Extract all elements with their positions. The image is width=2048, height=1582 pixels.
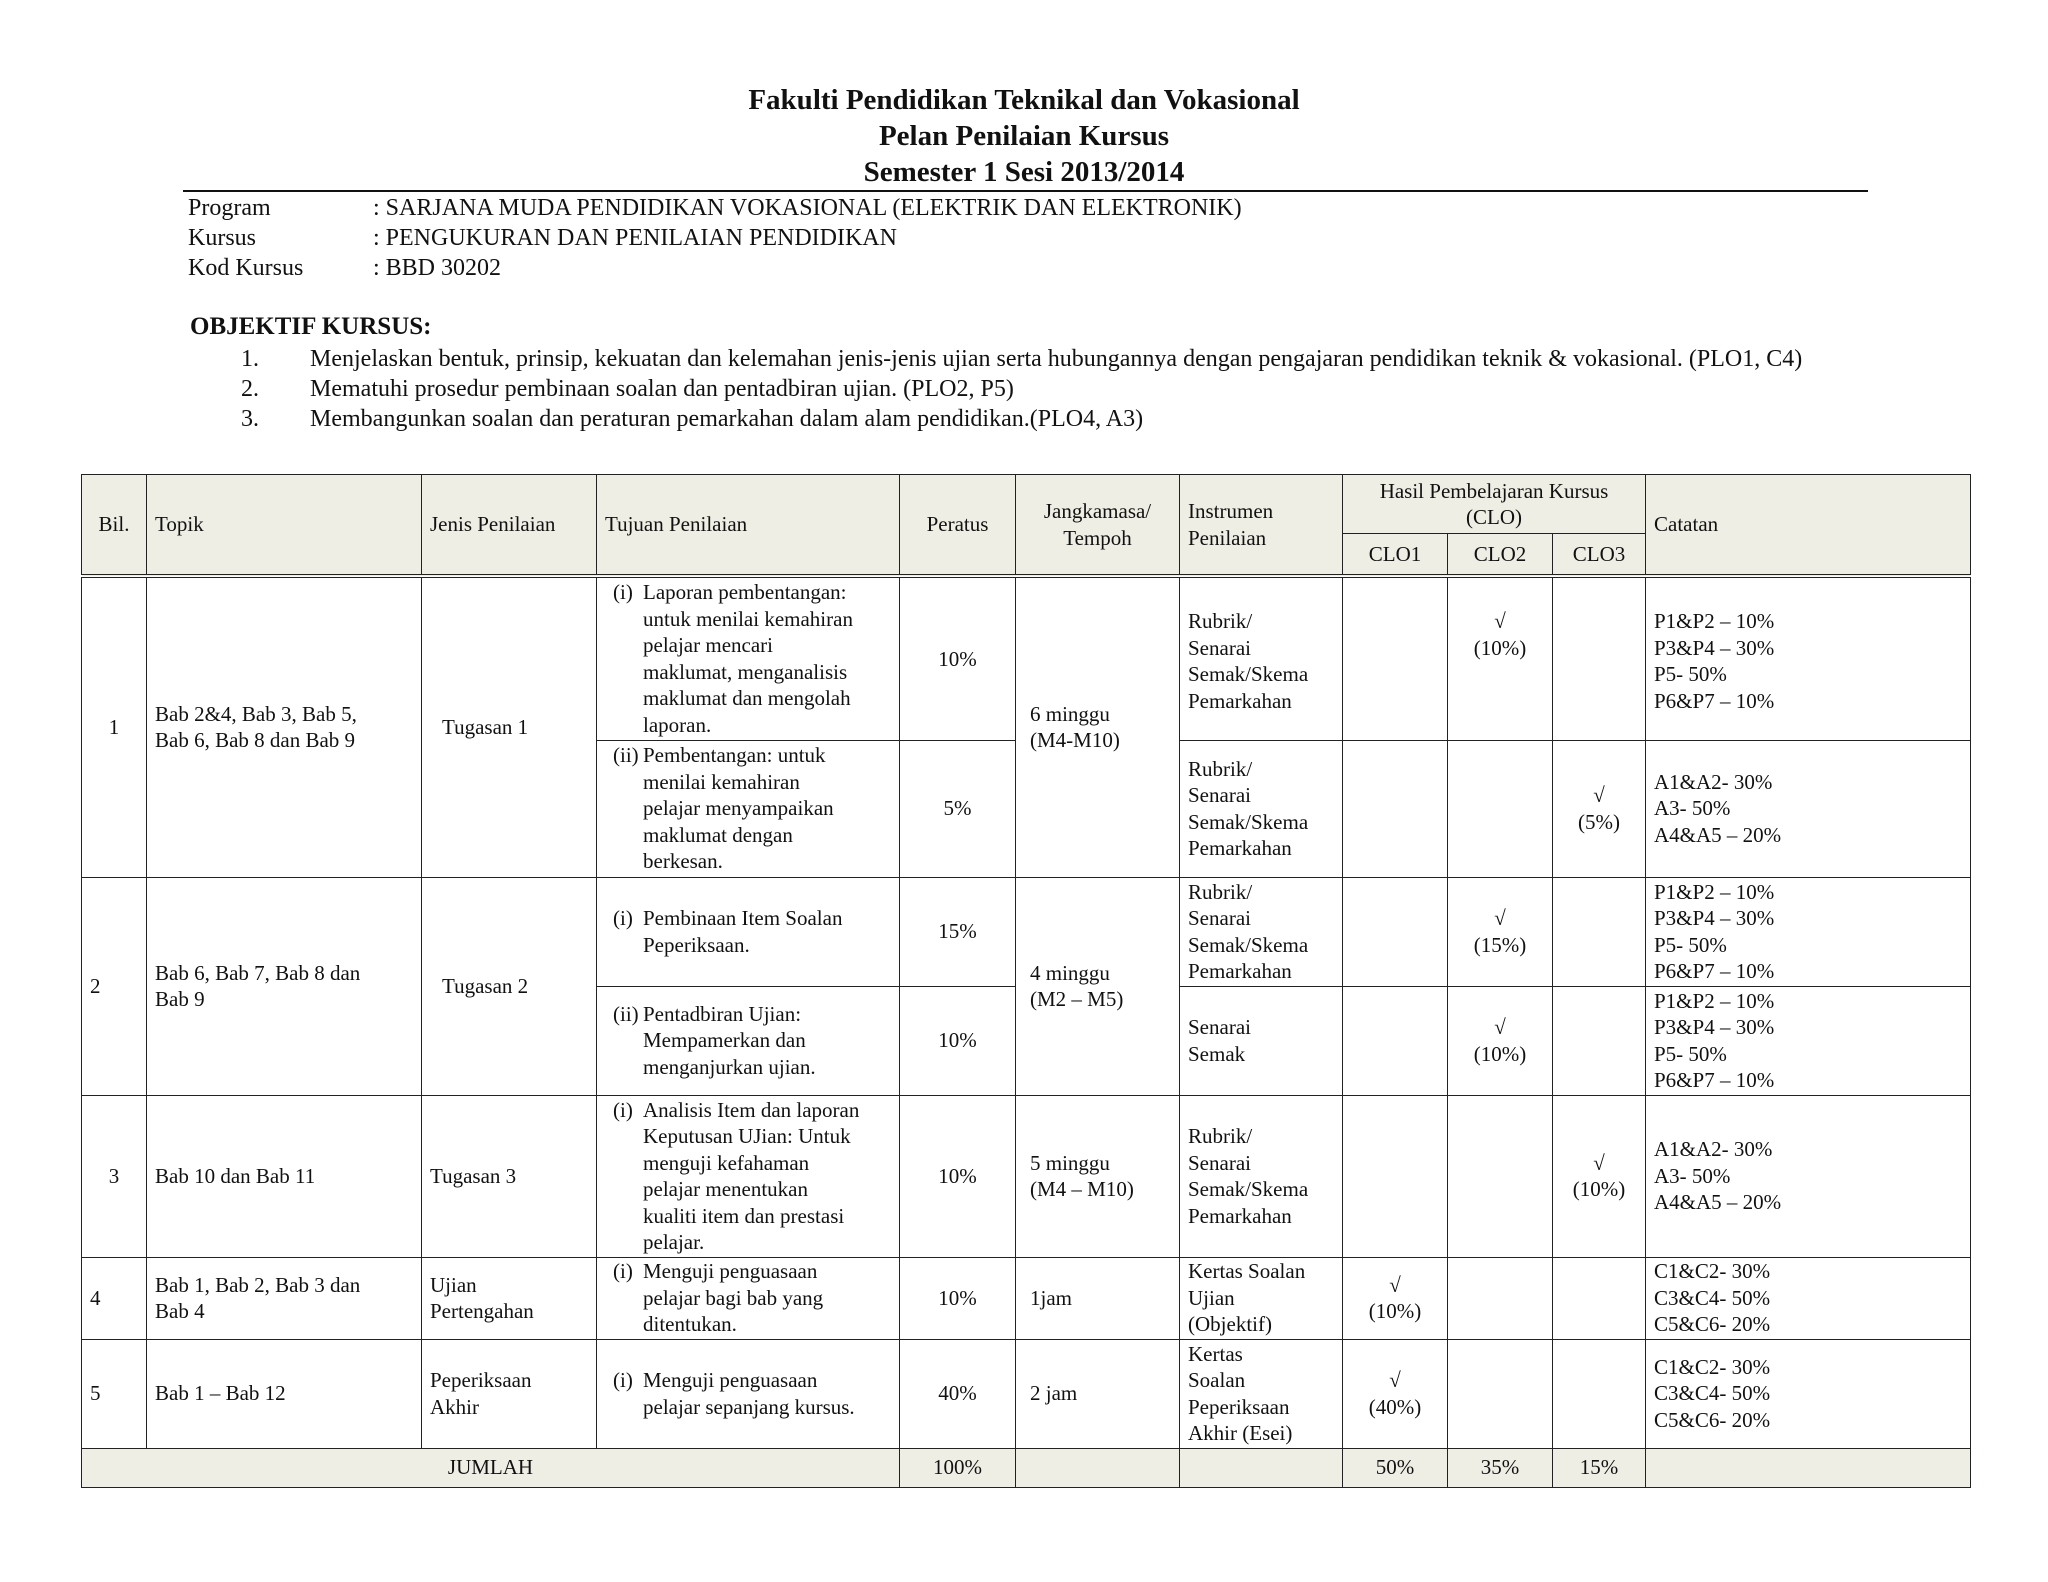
tujuan-item <box>613 1258 891 1338</box>
objective-number: 1. <box>241 346 259 372</box>
meta-label: Kursus <box>188 225 257 251</box>
table-row <box>82 1095 1971 1257</box>
tujuan-line: pelajar menentukan <box>643 1177 809 1201</box>
tujuan-numeral: (i) <box>613 1259 633 1284</box>
objective-text: Mematuhi prosedur pembinaan soalan dan pentadbiran ujian. (PLO2, P5) <box>310 376 1014 402</box>
catatan-line: P3&P4 – 30% <box>1654 906 1775 930</box>
course-objectives <box>190 312 1802 434</box>
total-catatan <box>1646 1448 1971 1487</box>
meta-program <box>188 193 1242 223</box>
cell-instrumen <box>1180 1257 1343 1339</box>
cell-jenis: Tugasan 1 <box>422 576 597 877</box>
instrumen-line: Rubrik/ <box>1188 756 1253 781</box>
table-row <box>82 877 1971 986</box>
instrumen-line: Senarai <box>1188 635 1251 660</box>
cell-catatan <box>1646 877 1971 986</box>
objective-item <box>190 344 1802 374</box>
tujuan-text <box>643 1367 855 1420</box>
tujuan-text <box>643 579 853 738</box>
title-rule <box>183 190 1868 192</box>
catatan-line: C5&C6- 20% <box>1654 1407 1771 1432</box>
cell-clo3 <box>1553 740 1646 877</box>
topik-line: Bab 9 <box>155 987 205 1011</box>
instrumen-line: Peperiksaan <box>1188 1394 1290 1419</box>
total-row <box>82 1448 1971 1487</box>
instrumen-line: Semak <box>1188 1041 1246 1066</box>
col-clo-group <box>1343 475 1646 534</box>
document-title <box>0 82 2048 190</box>
objective-text: Membangunkan soalan dan peraturan pemarkahan dalam alam pendidikan.(PLO4, A3) <box>310 406 1144 432</box>
cell-bil: 1 <box>82 576 147 877</box>
col-clo3: CLO3 <box>1553 534 1646 577</box>
tujuan-numeral: (i) <box>613 906 633 930</box>
cell-instrumen <box>1180 877 1343 986</box>
tujuan-line: Peperiksaan. <box>643 932 750 957</box>
table-row <box>82 576 1971 740</box>
cell-jenis: Tugasan 3 <box>422 1095 597 1257</box>
tujuan-line: pelajar mencari <box>643 633 773 658</box>
instrumen-line: Rubrik/ <box>1188 879 1253 904</box>
table-row <box>82 1257 1971 1339</box>
meta-value: : PENGUKURAN DAN PENILAIAN PENDIDIKAN <box>373 225 897 251</box>
instrumen-line: Pemarkahan <box>1188 959 1292 983</box>
col-jangkamasa <box>1016 475 1180 577</box>
meta-value: : SARJANA MUDA PENDIDIKAN VOKASIONAL (ELEKTRIK DAN ELEKTRONIK) <box>373 195 1242 221</box>
instrumen-line: Kertas <box>1188 1341 1243 1366</box>
cell-jenis: Tugasan 2 <box>422 877 597 1095</box>
total-jangkamasa <box>1016 1448 1180 1487</box>
instrumen-line: Soalan <box>1188 1368 1246 1392</box>
tujuan-line: menganjurkan ujian. <box>643 1054 816 1079</box>
tujuan-item <box>613 579 891 738</box>
check-mark: √ <box>1494 609 1506 633</box>
tujuan-text <box>643 742 834 875</box>
catatan-line: C1&C2- 30% <box>1654 1259 1771 1284</box>
penilaian-line: Penilaian <box>1188 525 1267 550</box>
cell-topik <box>147 1257 422 1339</box>
cell-tujuan <box>597 986 900 1095</box>
cell-tujuan <box>597 1257 900 1339</box>
tujuan-item <box>613 742 891 875</box>
instrumen-line: Senarai <box>1188 1015 1251 1039</box>
cell-peratus: 10% <box>900 986 1016 1095</box>
jangka-line: (M4-M10) <box>1030 728 1120 753</box>
semester-title: Semester 1 Sesi 2013/2014 <box>863 156 1185 188</box>
tujuan-item <box>613 1367 891 1420</box>
meta-kod-kursus <box>188 253 1242 283</box>
jangkamasa-line: Jangkamasa/ <box>1043 499 1152 523</box>
instrumen-line: (Objektif) <box>1188 1312 1272 1337</box>
tujuan-line: pelajar sepanjang kursus. <box>643 1394 855 1419</box>
cell-clo2 <box>1448 877 1553 986</box>
cell-topik: Bab 1 – Bab 12 <box>147 1339 422 1448</box>
tujuan-line: berkesan. <box>643 849 723 874</box>
catatan-line: C3&C4- 50% <box>1654 1381 1771 1406</box>
catatan-line: A3- 50% <box>1654 1163 1731 1188</box>
jenis-line: Ujian <box>430 1272 477 1297</box>
course-meta <box>188 193 1242 283</box>
instrumen-line: Pemarkahan <box>1188 1203 1292 1228</box>
catatan-line: P5- 50% <box>1654 662 1727 686</box>
cell-bil: 4 <box>82 1257 147 1339</box>
tujuan-line: Pentadbiran Ujian: <box>643 1001 802 1026</box>
tujuan-line: maklumat dan mengolah <box>643 686 851 711</box>
tujuan-line: menilai kemahiran <box>643 769 800 794</box>
instrumen-line: Rubrik/ <box>1188 1124 1253 1148</box>
catatan-line: A3- 50% <box>1654 796 1731 821</box>
topik-line: Bab 4 <box>155 1299 205 1323</box>
meta-value: : BBD 30202 <box>373 255 502 281</box>
instrumen-line: Instrumen <box>1188 499 1274 523</box>
col-tujuan-penilaian: Tujuan Penilaian <box>597 475 900 577</box>
clo-percent: (5%) <box>1578 809 1620 834</box>
instrumen-line: Pemarkahan <box>1188 836 1292 860</box>
col-peratus: Peratus <box>900 475 1016 577</box>
catatan-line: P1&P2 – 10% <box>1654 609 1775 633</box>
cell-jenis <box>422 1339 597 1448</box>
cell-clo1 <box>1343 1257 1448 1339</box>
instrumen-line: Senarai <box>1188 783 1251 807</box>
instrumen-line: Semak/Skema <box>1188 932 1309 957</box>
assessment-table <box>81 474 1971 1488</box>
tempoh-line: Tempoh <box>1063 525 1132 550</box>
cell-catatan <box>1646 1339 1971 1448</box>
topik-line: Bab 6, Bab 7, Bab 8 dan <box>155 960 361 985</box>
tujuan-line: ditentukan. <box>643 1312 737 1337</box>
col-clo1: CLO1 <box>1343 534 1448 577</box>
cell-instrumen <box>1180 740 1343 877</box>
jangka-line: (M2 – M5) <box>1030 987 1124 1011</box>
catatan-line: C1&C2- 30% <box>1654 1354 1771 1379</box>
cell-clo1 <box>1343 740 1448 877</box>
catatan-line: P1&P2 – 10% <box>1654 988 1775 1013</box>
tujuan-line: maklumat dengan <box>643 822 793 847</box>
cell-clo2 <box>1448 986 1553 1095</box>
cell-catatan <box>1646 986 1971 1095</box>
cell-clo1 <box>1343 877 1448 986</box>
jangka-line: 6 minggu <box>1030 701 1110 726</box>
cell-catatan <box>1646 1257 1971 1339</box>
objective-text: Menjelaskan bentuk, prinsip, kekuatan dan kelemahan jenis-jenis ujian serta hubungannya dengan pengajaran pendidikan teknik & vokasional. (PLO1, C4) <box>310 346 1803 372</box>
col-instrumen <box>1180 475 1343 577</box>
catatan-line: P5- 50% <box>1654 1041 1727 1066</box>
table-row <box>82 1339 1971 1448</box>
cell-clo3 <box>1553 1095 1646 1257</box>
objective-item <box>190 374 1802 404</box>
cell-jangkamasa: 1jam <box>1016 1257 1180 1339</box>
cell-tujuan <box>597 877 900 986</box>
cell-clo3 <box>1553 877 1646 986</box>
tujuan-line: Keputusan UJian: Untuk <box>643 1124 851 1148</box>
tujuan-line: Analisis Item dan laporan <box>643 1097 860 1122</box>
jenis-line: Peperiksaan <box>430 1368 532 1392</box>
instrumen-line: Ujian <box>1188 1285 1235 1310</box>
cell-instrumen <box>1180 576 1343 740</box>
cell-clo1 <box>1343 576 1448 740</box>
jangka-line: 4 minggu <box>1030 960 1110 985</box>
tujuan-line: maklumat, menganalisis <box>643 659 848 684</box>
tujuan-item <box>613 1001 891 1081</box>
tujuan-line: Pembentangan: untuk <box>643 743 826 768</box>
check-mark: √ <box>1494 906 1506 930</box>
cell-clo2 <box>1448 1339 1553 1448</box>
catatan-line: P6&P7 – 10% <box>1654 688 1775 713</box>
topik-line: Bab 1, Bab 2, Bab 3 dan <box>155 1272 361 1297</box>
cell-catatan <box>1646 740 1971 877</box>
cell-clo3 <box>1553 1257 1646 1339</box>
tujuan-line: Menguji penguasaan <box>643 1259 818 1284</box>
topik-line: Bab 2&4, Bab 3, Bab 5, <box>155 701 357 726</box>
objective-item <box>190 404 1802 434</box>
catatan-line: P3&P4 – 30% <box>1654 635 1775 660</box>
tujuan-text <box>643 905 842 958</box>
col-clo2: CLO2 <box>1448 534 1553 577</box>
tujuan-numeral: (ii) <box>613 1001 639 1026</box>
cell-clo2 <box>1448 1095 1553 1257</box>
topik-line: Bab 6, Bab 8 dan Bab 9 <box>155 728 356 753</box>
total-clo3: 15% <box>1553 1448 1646 1487</box>
cell-peratus: 40% <box>900 1339 1016 1448</box>
tujuan-item <box>613 905 891 958</box>
check-mark: √ <box>1389 1368 1401 1392</box>
catatan-line: C3&C4- 50% <box>1654 1285 1771 1310</box>
clo-group-line2: (CLO) <box>1466 505 1522 529</box>
cell-clo1 <box>1343 1095 1448 1257</box>
cell-clo2 <box>1448 740 1553 877</box>
check-mark: √ <box>1593 783 1605 807</box>
total-clo1: 50% <box>1343 1448 1448 1487</box>
jangka-line: 5 minggu <box>1030 1150 1110 1175</box>
cell-topik <box>147 877 422 1095</box>
cell-instrumen <box>1180 1339 1343 1448</box>
cell-bil: 3 <box>82 1095 147 1257</box>
tujuan-line: laporan. <box>643 712 712 737</box>
cell-peratus: 15% <box>900 877 1016 986</box>
tujuan-numeral: (i) <box>613 1097 633 1122</box>
cell-clo2 <box>1448 1257 1553 1339</box>
check-mark: √ <box>1593 1150 1605 1175</box>
cell-tujuan <box>597 1095 900 1257</box>
cell-peratus: 10% <box>900 1257 1016 1339</box>
instrumen-line: Senarai <box>1188 906 1251 930</box>
cell-jangkamasa <box>1016 877 1180 1095</box>
catatan-line: A1&A2- 30% <box>1654 1137 1773 1162</box>
cell-catatan <box>1646 576 1971 740</box>
faculty-title: Fakulti Pendidikan Teknikal dan Vokasional <box>748 84 1300 116</box>
clo-percent: (10%) <box>1572 1177 1626 1201</box>
clo-percent: (10%) <box>1368 1299 1422 1323</box>
tujuan-line: menguji kefahaman <box>643 1150 810 1175</box>
total-label: JUMLAH <box>82 1448 900 1487</box>
cell-topik: Bab 10 dan Bab 11 <box>147 1095 422 1257</box>
instrumen-line: Rubrik/ <box>1188 609 1253 633</box>
cell-jenis <box>422 1257 597 1339</box>
tujuan-line: pelajar bagi bab yang <box>643 1285 824 1310</box>
tujuan-line: Laporan pembentangan: <box>643 580 847 605</box>
jenis-line: Pertengahan <box>430 1299 534 1323</box>
clo-percent: (10%) <box>1473 1041 1527 1066</box>
check-mark: √ <box>1494 1015 1506 1039</box>
instrumen-line: Kertas Soalan <box>1188 1259 1306 1284</box>
catatan-line: P5- 50% <box>1654 932 1727 957</box>
plan-title: Pelan Penilaian Kursus <box>878 120 1170 152</box>
tujuan-numeral: (ii) <box>613 743 639 768</box>
cell-tujuan <box>597 740 900 877</box>
cell-clo3 <box>1553 1339 1646 1448</box>
instrumen-line: Semak/Skema <box>1188 662 1309 686</box>
catatan-line: P3&P4 – 30% <box>1654 1015 1775 1039</box>
total-clo2: 35% <box>1448 1448 1553 1487</box>
tujuan-line: Pembinaan Item Soalan <box>643 906 843 930</box>
tujuan-line: kualiti item dan prestasi <box>643 1203 845 1228</box>
col-jenis-penilaian: Jenis Penilaian <box>422 475 597 577</box>
tujuan-line: Menguji penguasaan <box>643 1368 818 1392</box>
col-topik: Topik <box>147 475 422 577</box>
header-row <box>82 475 1971 534</box>
cell-jangkamasa: 2 jam <box>1016 1339 1180 1448</box>
objectives-heading: OBJEKTIF KURSUS: <box>190 313 432 340</box>
tujuan-text <box>643 1001 816 1081</box>
cell-topik <box>147 576 422 877</box>
meta-kursus <box>188 223 1242 253</box>
clo-percent: (10%) <box>1473 635 1527 660</box>
cell-bil: 5 <box>82 1339 147 1448</box>
total-instrumen <box>1180 1448 1343 1487</box>
check-mark: √ <box>1389 1272 1401 1297</box>
cell-tujuan <box>597 576 900 740</box>
catatan-line: P6&P7 – 10% <box>1654 1068 1775 1092</box>
cell-instrumen <box>1180 986 1343 1095</box>
cell-catatan <box>1646 1095 1971 1257</box>
cell-clo1 <box>1343 1339 1448 1448</box>
cell-peratus: 10% <box>900 576 1016 740</box>
tujuan-numeral: (i) <box>613 1368 633 1392</box>
cell-bil: 2 <box>82 877 147 1095</box>
tujuan-item <box>613 1097 891 1256</box>
catatan-line: A4&A5 – 20% <box>1654 1190 1782 1215</box>
tujuan-text <box>643 1097 859 1256</box>
cell-peratus: 10% <box>900 1095 1016 1257</box>
objective-number: 2. <box>241 376 259 402</box>
tujuan-numeral: (i) <box>613 580 633 605</box>
cell-tujuan <box>597 1339 900 1448</box>
cell-peratus: 5% <box>900 740 1016 877</box>
clo-group-line1: Hasil Pembelajaran Kursus <box>1379 478 1609 503</box>
catatan-line: P6&P7 – 10% <box>1654 959 1775 983</box>
cell-clo1 <box>1343 986 1448 1095</box>
cell-clo3 <box>1553 576 1646 740</box>
tujuan-line: Mempamerkan dan <box>643 1028 806 1053</box>
instrumen-line: Pemarkahan <box>1188 688 1292 713</box>
jangka-line: (M4 – M10) <box>1030 1177 1134 1201</box>
catatan-line: A1&A2- 30% <box>1654 769 1773 794</box>
cell-clo3 <box>1553 986 1646 1095</box>
instrumen-line: Akhir (Esei) <box>1188 1421 1293 1445</box>
cell-clo2 <box>1448 576 1553 740</box>
instrumen-line: Senarai <box>1188 1150 1251 1175</box>
cell-instrumen <box>1180 1095 1343 1257</box>
catatan-line: C5&C6- 20% <box>1654 1312 1771 1337</box>
instrumen-line: Semak/Skema <box>1188 1177 1309 1201</box>
instrumen-line: Semak/Skema <box>1188 809 1309 834</box>
catatan-line: P1&P2 – 10% <box>1654 879 1775 904</box>
col-catatan: Catatan <box>1646 475 1971 577</box>
cell-jangkamasa <box>1016 576 1180 877</box>
cell-jangkamasa <box>1016 1095 1180 1257</box>
objective-number: 3. <box>241 406 259 432</box>
clo-percent: (15%) <box>1473 932 1527 957</box>
meta-label: Program <box>188 195 271 221</box>
total-peratus: 100% <box>900 1448 1016 1487</box>
col-bil: Bil. <box>82 475 147 577</box>
catatan-line: A4&A5 – 20% <box>1654 822 1782 847</box>
jenis-line: Akhir <box>430 1394 479 1419</box>
tujuan-text <box>643 1258 823 1338</box>
clo-percent: (40%) <box>1368 1394 1422 1419</box>
tujuan-line: pelajar. <box>643 1230 705 1254</box>
meta-label: Kod Kursus <box>188 255 304 281</box>
tujuan-line: untuk menilai kemahiran <box>643 606 853 631</box>
tujuan-line: pelajar menyampaikan <box>643 796 834 821</box>
